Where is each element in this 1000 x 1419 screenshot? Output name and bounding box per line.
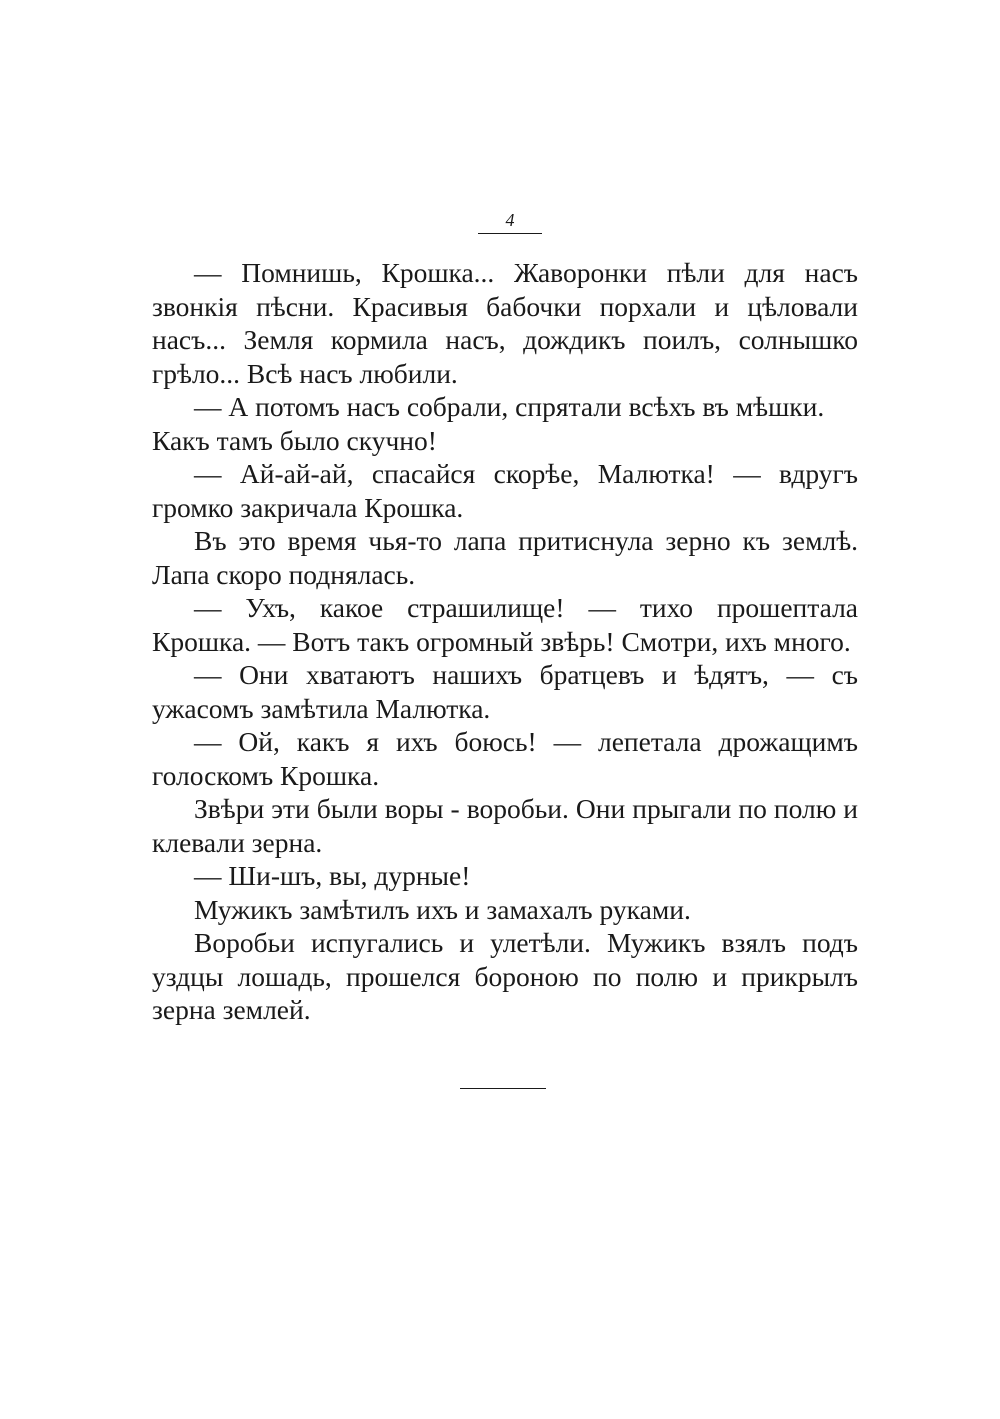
page-number-rule [478, 233, 542, 234]
paragraph: — Они хватаютъ нашихъ братцевъ и ѣдятъ, — съ ужасомъ замѣтила Малютка. [152, 659, 858, 724]
paragraph: Звѣри эти были воры - воробьи. Они прыгали по полю и клевали зерна. [152, 793, 858, 858]
paragraph: Въ это время чья-то лапа притиснула зерно къ землѣ. Лапа скоро поднялась. [152, 525, 858, 590]
paragraph: — А потомъ насъ собрали, спрятали всѣхъ въ мѣшки. Какъ тамъ было скучно! [152, 391, 825, 456]
paragraph: — Ухъ, какое страшилище! — тихо прошептала Крошка. — Вотъ такъ огромный звѣрь! Смотри, ихъ много. [152, 592, 858, 657]
paragraph: — Ши-шъ, вы, дурные! [194, 860, 471, 891]
paragraph: — Ой, какъ я ихъ боюсь! — лепетала дрожащимъ голоскомъ Крошка. [152, 726, 858, 791]
paragraph: — Ай-ай-ай, спасайся скорѣе, Малютка! — вдругъ громко закричала Крошка. [152, 458, 858, 523]
end-rule [460, 1088, 546, 1089]
paragraph: — Помнишь, Крошка... Жаворонки пѣли для насъ звонкія пѣсни. Красивыя бабочки порхали и цѣловали насъ... Земля кормила насъ, дождикъ поилъ, солнышко грѣло... Всѣ насъ любили. [152, 257, 858, 389]
page-number: 4 [505, 210, 515, 230]
paragraph: Воробьи испугались и улетѣли. Мужикъ взялъ подъ уздцы лошадь, прошелся бороною по полю и прикрылъ зерна землей. [152, 927, 858, 1025]
paragraph: Мужикъ замѣтилъ ихъ и замахалъ руками. [194, 893, 691, 925]
text-body [152, 256, 858, 1027]
